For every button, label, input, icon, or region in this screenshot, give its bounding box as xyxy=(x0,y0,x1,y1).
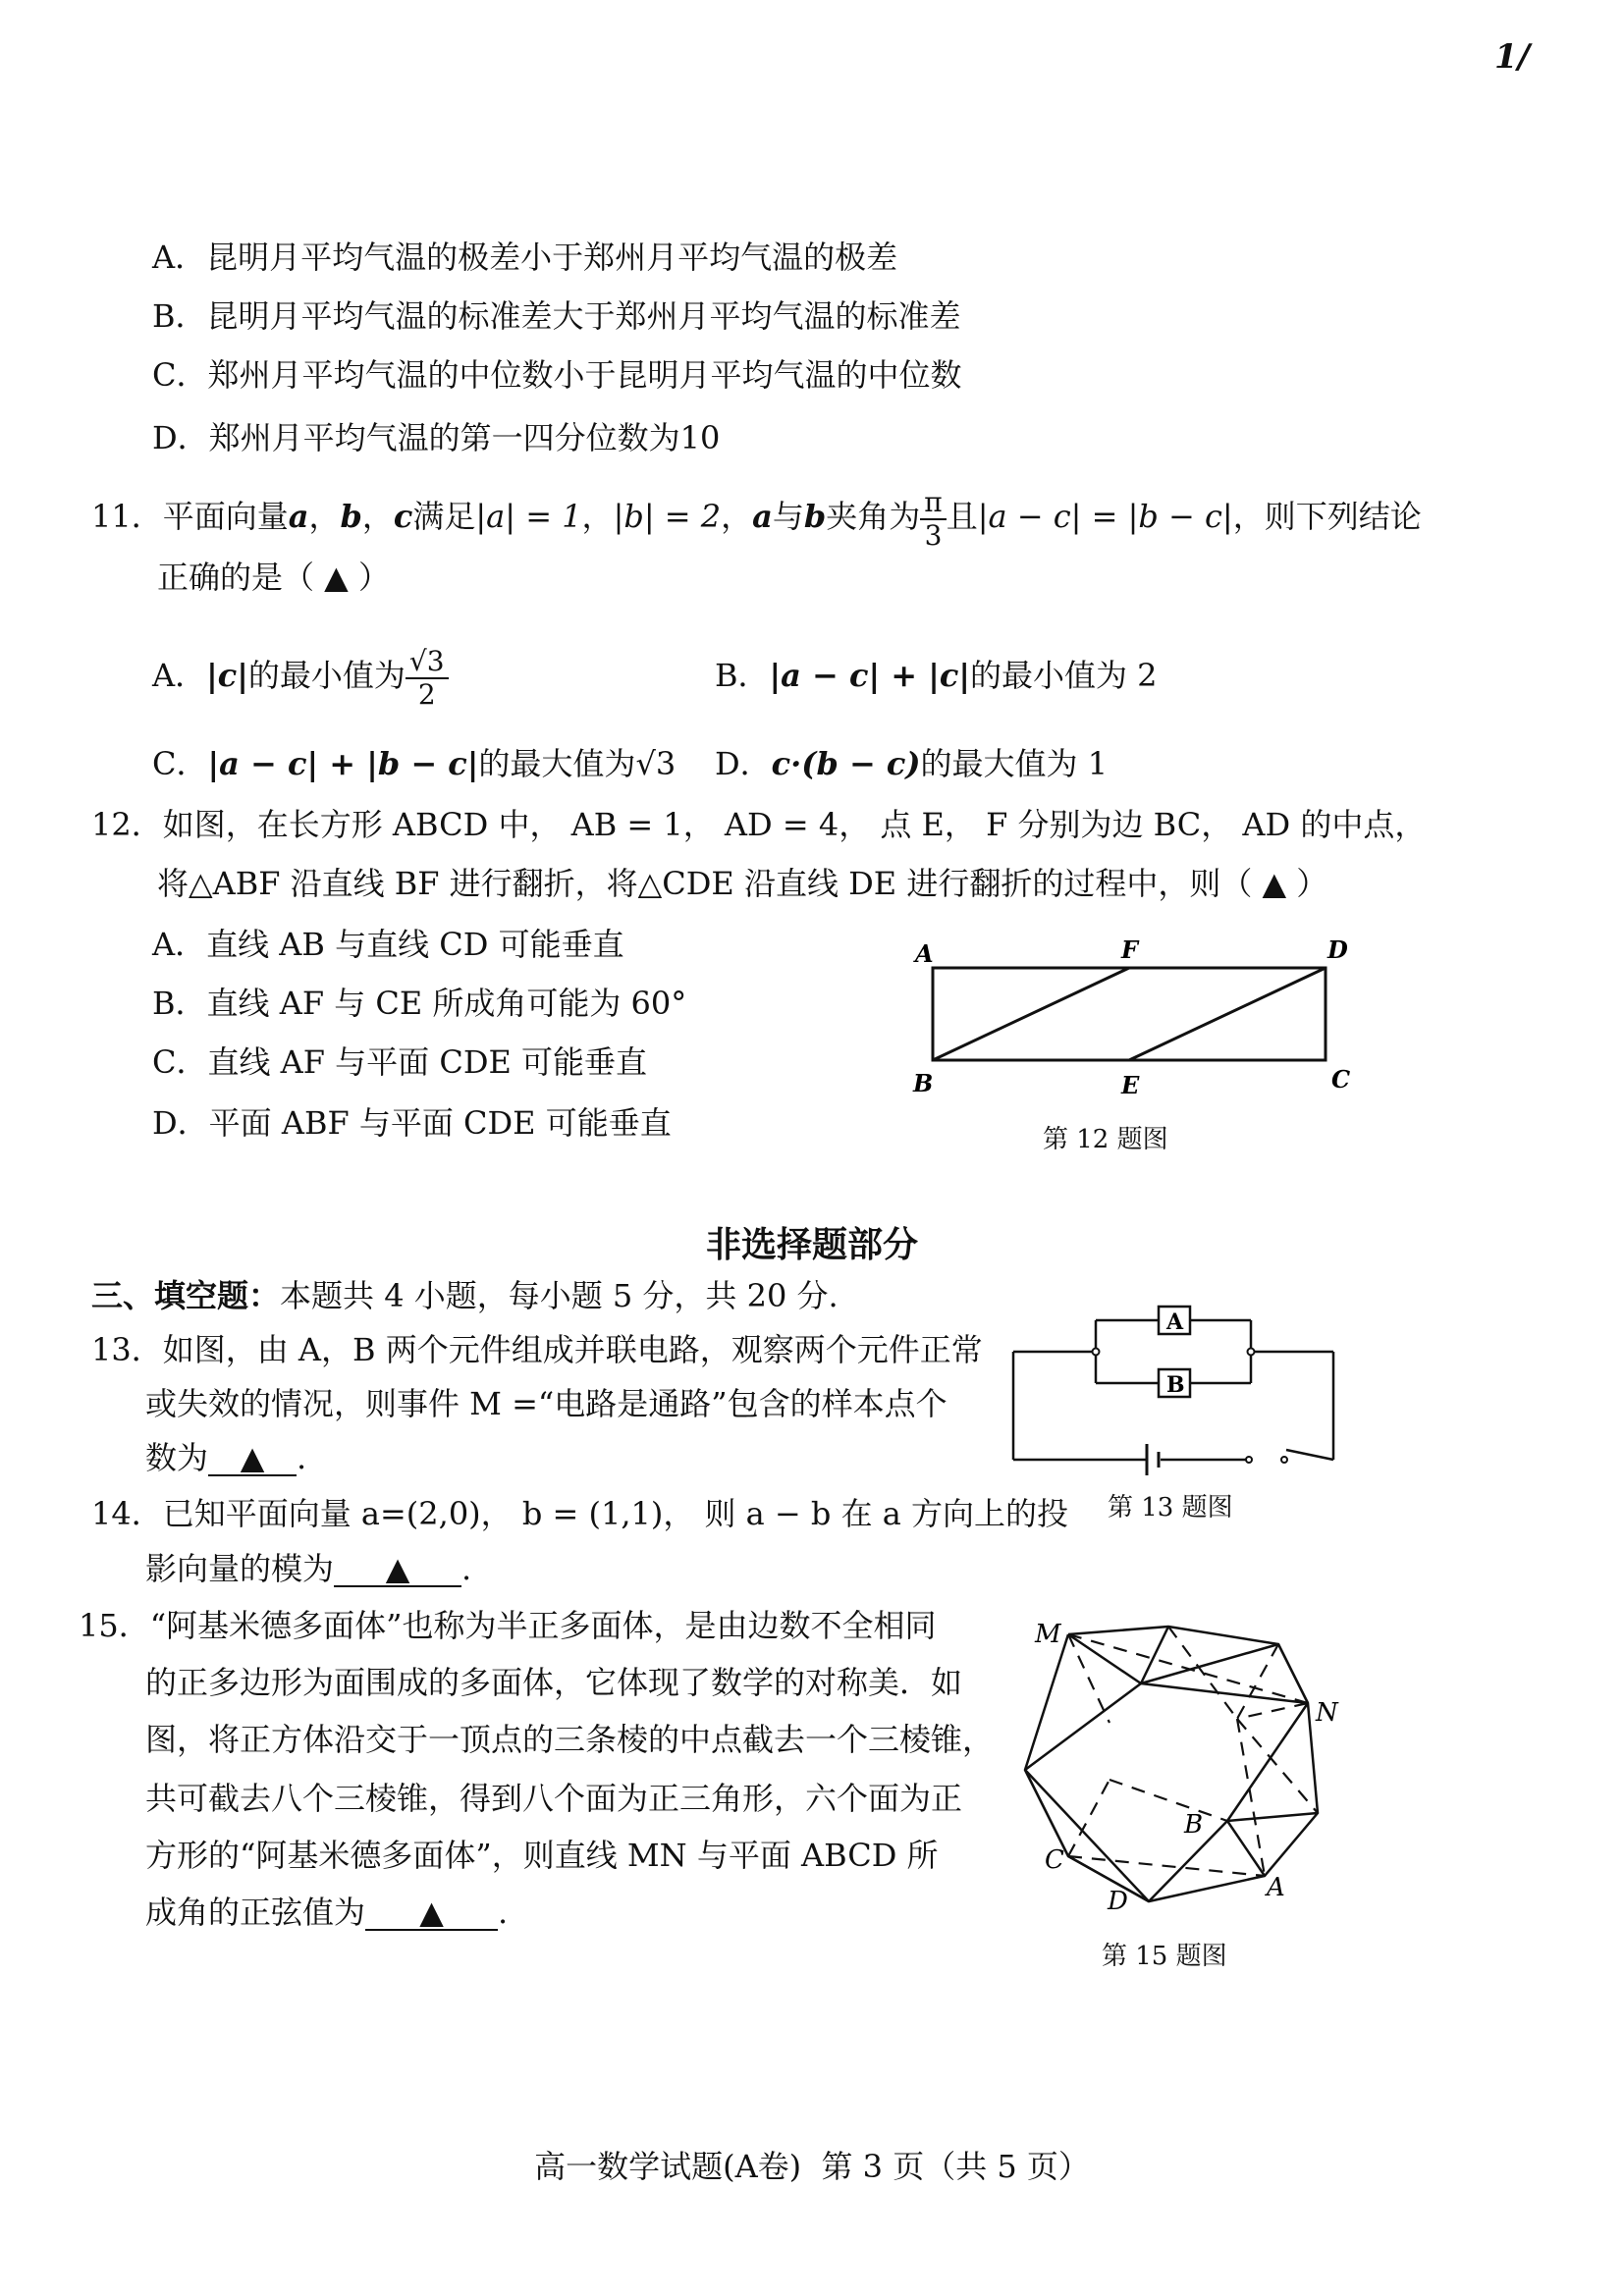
label-b: B xyxy=(1184,1810,1204,1840)
rectangle-abcd xyxy=(933,968,1326,1060)
label-m: M xyxy=(1035,1620,1061,1649)
q15-line3: 图，将正方体沿交于一顶点的三条棱的中点截去一个三棱锥， xyxy=(145,1721,995,1758)
q13-answer-blank: ▲ xyxy=(208,1441,297,1476)
q11-option-a: A．|c|的最小值为 $\frac{√3}{2}$ xyxy=(152,646,449,709)
q12-line1: 12．如图，在长方形 ABCD 中， AB = 1， AD = 4， 点 E， F 分别为边 BC， AD 的中点， xyxy=(91,806,1427,843)
q13-line3: 数为 ▲ . xyxy=(145,1439,307,1476)
q15-polyhedron-figure xyxy=(1011,1605,1345,1919)
q11-option-b: B．|a − c| + |c|的最小值为 2 xyxy=(715,657,1158,694)
q15-answer-blank: ▲ xyxy=(365,1896,498,1931)
label-b: B xyxy=(913,1069,934,1097)
q14-line2: 影向量的模为 ▲ . xyxy=(145,1550,472,1587)
q12-option-c: C．直线 AF 与平面 CDE 可能垂直 xyxy=(152,1043,648,1081)
corner-mark: 1/ xyxy=(1494,37,1531,77)
label-a: A xyxy=(915,939,934,968)
label-c: C xyxy=(1331,1065,1351,1094)
q10-option-b: B．昆明月平均气温的标准差大于郑州月平均气温的标准差 xyxy=(152,297,961,335)
q10-option-a: A．昆明月平均气温的极差小于郑州月平均气温的极差 xyxy=(152,239,898,276)
label-d: D xyxy=(1327,935,1348,964)
q11-line2: 正确的是（ ▲ ） xyxy=(157,559,390,596)
label-c: C xyxy=(1045,1845,1064,1875)
q12-option-b: B．直线 AF 与 CE 所成角可能为 60° xyxy=(152,985,687,1022)
component-a-label: A xyxy=(1166,1309,1184,1335)
segment-bf xyxy=(933,968,1129,1060)
q13-circuit-figure xyxy=(1001,1301,1355,1487)
q12-figure-caption: 第 12 题图 xyxy=(1043,1125,1168,1154)
q15-line6: 成角的正弦值为 ▲ . xyxy=(145,1894,509,1931)
page-footer: 高一数学试题(A卷) 第 3 页（共 5 页） xyxy=(534,2148,1090,2185)
q15-figure-caption: 第 15 题图 xyxy=(1102,1942,1227,1971)
q13-figure-caption: 第 13 题图 xyxy=(1108,1493,1233,1522)
segment-ed xyxy=(1129,968,1326,1060)
switch xyxy=(1286,1450,1333,1460)
q15-line5: 方形的“阿基米德多面体”，则直线 MN 与平面 ABCD 所 xyxy=(145,1837,939,1874)
label-n: N xyxy=(1316,1698,1338,1728)
q12-option-a: A．直线 AB 与直线 CD 可能垂直 xyxy=(152,926,624,963)
label-a: A xyxy=(1267,1873,1285,1902)
q13-line2: 或失效的情况，则事件 M =“电路是通路”包含的样本点个 xyxy=(145,1385,947,1422)
q11-option-d: D．c·(b − c)的最大值为 1 xyxy=(715,745,1109,782)
label-e: E xyxy=(1121,1071,1140,1099)
q14-line1: 14．已知平面向量 a=(2,0)， b = (1,1)， 则 a − b 在 a 方向上的投 xyxy=(91,1495,1068,1532)
q10-option-d: D．郑州月平均气温的第一四分位数为10 xyxy=(152,419,721,456)
q10-option-c: C．郑州月平均气温的中位数小于昆明月平均气温的中位数 xyxy=(152,356,962,394)
q15-line1: 15．“阿基米德多面体”也称为半正多面体，是由边数不全相同 xyxy=(79,1607,937,1644)
q13-line1: 13．如图，由 A，B 两个元件组成并联电路，观察两个元件正常 xyxy=(91,1331,983,1368)
q14-answer-blank: ▲ xyxy=(334,1552,461,1587)
section-title: 非选择题部分 xyxy=(705,1225,918,1265)
component-b-label: B xyxy=(1166,1372,1185,1398)
q12-rectangle-figure xyxy=(903,933,1355,1104)
q12-option-d: D．平面 ABF 与平面 CDE 可能垂直 xyxy=(152,1104,672,1142)
q12-line2: 将△ABF 沿直线 BF 进行翻折，将△CDE 沿直线 DE 进行翻折的过程中，则（ ▲ ） xyxy=(157,865,1328,902)
q11-option-c: C．|a − c| + |b − c|的最大值为√3 xyxy=(152,745,677,782)
section3-header: 三、填空题：本题共 4 小题，每小题 5 分，共 20 分. xyxy=(91,1277,839,1314)
label-d: D xyxy=(1108,1887,1128,1916)
q11-line1: 11．平面向量a，b，c满足|a| = 1，|b| = 2，a与b夹角为 $\frac{\pi}{3}$ 且|a − c| = |b − c|，则下列结论 xyxy=(91,485,1422,552)
q15-line4: 共可截去八个三棱锥，得到八个面为正三角形，六个面为正 xyxy=(145,1780,963,1817)
label-f: F xyxy=(1121,935,1139,964)
q15-line2: 的正多边形为面围成的多面体，它体现了数学的对称美．如 xyxy=(145,1664,963,1701)
